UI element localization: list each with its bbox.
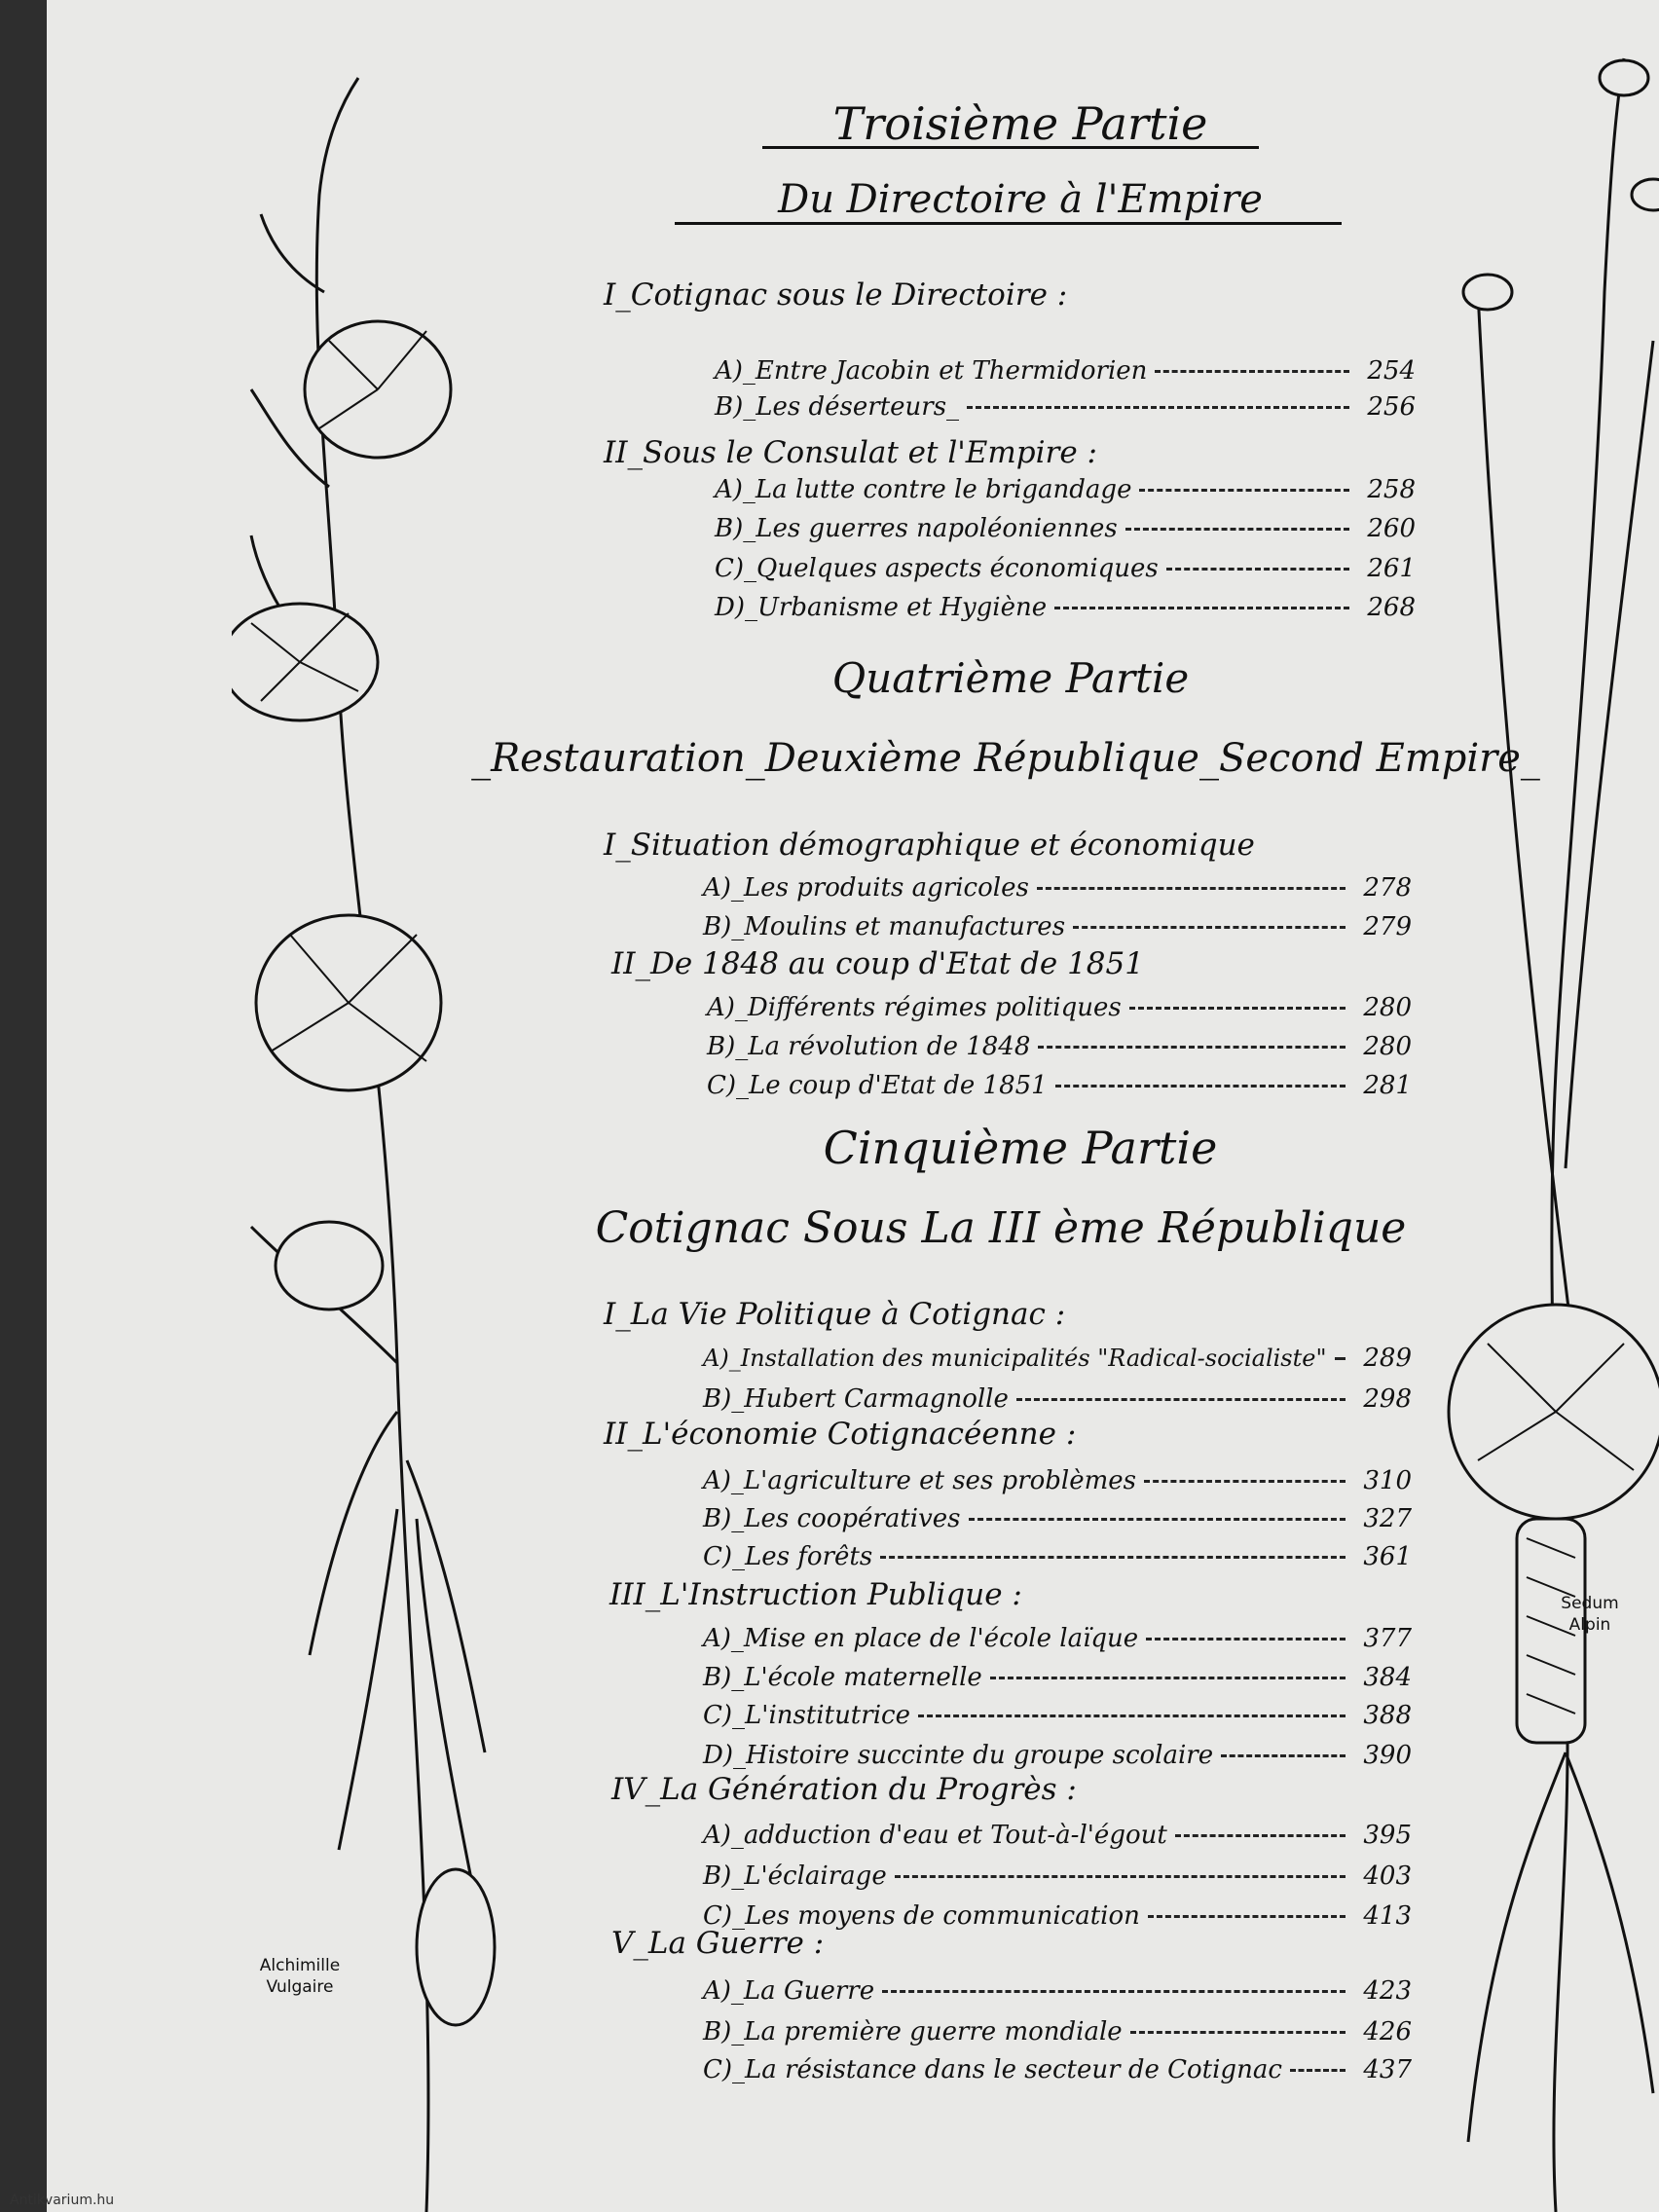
watermark: Antikvarium.hu	[10, 2193, 115, 2208]
toc-leader	[1125, 528, 1349, 531]
toc-entry	[703, 1466, 1412, 1495]
toc-entry-label: C)_Les moyens de communication	[703, 1901, 1140, 1931]
toc-page-number: 426	[1363, 2017, 1412, 2046]
toc-page-number: 437	[1363, 2055, 1412, 2084]
toc-entry-label: A)_L'agriculture et ses problèmes	[703, 1466, 1137, 1495]
toc-entry-label: B)_La révolution de 1848	[707, 1032, 1031, 1061]
toc-page-number: 280	[1363, 1032, 1412, 1061]
toc-page-number: 395	[1363, 1821, 1412, 1850]
section-heading: I_Situation démographique et économique	[604, 828, 1255, 863]
toc-entry	[703, 1701, 1412, 1730]
toc-page-number: 403	[1363, 1862, 1412, 1891]
toc-leader	[1335, 1357, 1346, 1360]
toc-entry-label: B)_Les coopératives	[703, 1504, 961, 1533]
toc-entry	[703, 1862, 1412, 1891]
toc-entry	[703, 1344, 1412, 1373]
toc-page-number: 310	[1363, 1466, 1412, 1495]
toc-entry-label: B)_Hubert Carmagnolle	[703, 1384, 1009, 1414]
section-heading: V_La Guerre :	[611, 1926, 825, 1961]
toc-leader	[1139, 489, 1349, 492]
part-5-title: Cinquième Partie	[823, 1122, 1218, 1174]
toc-leader	[967, 406, 1349, 409]
toc-entry	[703, 912, 1412, 941]
toc-leader	[1055, 1085, 1346, 1088]
toc-entry	[703, 1821, 1412, 1850]
section-heading: IV_La Génération du Progrès :	[611, 1772, 1077, 1807]
toc-entry	[703, 1624, 1412, 1653]
toc-entry	[715, 593, 1416, 622]
toc-entry-label: B)_Les guerres napoléoniennes	[715, 514, 1118, 543]
toc-entry-label: A)_Installation des municipalités "Radical-socialiste"	[703, 1345, 1327, 1372]
toc-entry-label: C)_Les forêts	[703, 1542, 873, 1571]
toc-entry	[703, 1384, 1412, 1414]
part-3-title-underline	[762, 146, 1259, 149]
toc-entry	[715, 554, 1416, 583]
part-3-subtitle: Du Directoire à l'Empire	[778, 177, 1263, 222]
toc-page-number: 361	[1363, 1542, 1412, 1571]
toc-leader	[1073, 926, 1346, 929]
toc-leader	[918, 1714, 1346, 1717]
toc-page-number: 281	[1363, 1071, 1412, 1100]
toc-entry-label: D)_Histoire succinte du groupe scolaire	[703, 1741, 1214, 1770]
toc-leader	[990, 1677, 1346, 1679]
toc-entry	[703, 1663, 1412, 1692]
toc-page-number: 279	[1363, 912, 1412, 941]
toc-leader	[880, 1556, 1346, 1559]
toc-leader	[895, 1875, 1346, 1878]
toc-entry	[707, 1032, 1412, 1061]
toc-entry-label: A)_La lutte contre le brigandage	[715, 475, 1132, 504]
toc-leader	[1038, 1046, 1346, 1049]
toc-page-number: 390	[1363, 1741, 1412, 1770]
section-heading: I_Cotignac sous le Directoire :	[604, 277, 1068, 313]
toc-leader	[1290, 2069, 1346, 2072]
toc-entry	[715, 475, 1416, 504]
section-heading: II_L'économie Cotignacéenne :	[604, 1417, 1077, 1452]
toc-page-number: 298	[1363, 1384, 1412, 1414]
toc-entry-label: B)_Moulins et manufactures	[703, 912, 1066, 941]
toc-leader	[1146, 1638, 1346, 1641]
toc-leader	[969, 1518, 1346, 1521]
toc-page-number: 388	[1363, 1701, 1412, 1730]
toc-entry	[703, 1542, 1412, 1571]
part-4-subtitle: _Restauration_Deuxième République_Second Empire_	[471, 736, 1540, 781]
toc-page-number: 413	[1363, 1901, 1412, 1931]
section-heading: III_L'Instruction Publique :	[609, 1577, 1022, 1612]
toc-leader	[1130, 2031, 1346, 2034]
section-heading: I_La Vie Politique à Cotignac :	[604, 1297, 1066, 1332]
section-heading: II_Sous le Consulat et l'Empire :	[604, 435, 1098, 470]
toc-entry-label: B)_L'école maternelle	[703, 1663, 982, 1692]
toc-leader	[1155, 370, 1349, 373]
toc-page-number: 261	[1367, 554, 1416, 583]
part-4-title: Quatrième Partie	[831, 654, 1190, 702]
toc-page-number: 377	[1363, 1624, 1412, 1653]
toc-entry-label: A)_Les produits agricoles	[703, 873, 1029, 903]
toc-entry-label: A)_Entre Jacobin et Thermidorien	[715, 356, 1148, 386]
toc-entry	[707, 993, 1412, 1022]
toc-entry	[703, 1741, 1412, 1770]
toc-entry	[703, 873, 1412, 903]
toc-leader	[1037, 887, 1346, 890]
toc-page-number: 384	[1363, 1663, 1412, 1692]
toc-entry	[707, 1071, 1412, 1100]
toc-leader	[1148, 1915, 1346, 1918]
right-caption-text: Sedum Alpin	[1561, 1594, 1619, 1635]
toc-entry-label: C)_Quelques aspects économiques	[715, 554, 1159, 583]
toc-page-number: 278	[1363, 873, 1412, 903]
toc-entry	[703, 2055, 1412, 2084]
left-caption-text: Alchimille Vulgaire	[259, 1956, 341, 1997]
toc-leader	[1129, 1007, 1346, 1010]
toc-entry-label: A)_Mise en place de l'école laïque	[703, 1624, 1139, 1653]
toc-page-number: 327	[1363, 1504, 1412, 1533]
toc-entry	[703, 1504, 1412, 1533]
toc-entry-label: A)_adduction d'eau et Tout-à-l'égout	[703, 1821, 1167, 1850]
right-plant-caption	[1546, 1593, 1634, 1636]
toc-entry-label: C)_L'institutrice	[703, 1701, 910, 1730]
toc-entry-label: B)_La première guerre mondiale	[703, 2017, 1123, 2046]
toc-entry-label: B)_L'éclairage	[703, 1862, 887, 1891]
toc-entry	[715, 514, 1416, 543]
toc-leader	[1166, 568, 1349, 571]
toc-leader	[1016, 1398, 1346, 1401]
toc-leader	[1221, 1754, 1346, 1757]
sedum-plant-illustration	[1429, 0, 1659, 2212]
toc-entry-label: C)_La résistance dans le secteur de Cotignac	[703, 2055, 1282, 2084]
toc-entry	[715, 392, 1416, 422]
toc-page-number: 289	[1363, 1344, 1412, 1373]
toc-entry	[703, 2017, 1412, 2046]
toc-entry-label: A)_La Guerre	[703, 1976, 875, 2006]
toc-entry	[703, 1976, 1412, 2006]
toc-leader	[882, 1990, 1346, 1993]
toc-entry-label: B)_Les déserteurs_	[715, 392, 960, 422]
toc-page-number: 258	[1367, 475, 1416, 504]
toc-page-number: 280	[1363, 993, 1412, 1022]
toc-entry-label: D)_Urbanisme et Hygiène	[715, 593, 1048, 622]
section-heading: II_De 1848 au coup d'Etat de 1851	[611, 946, 1144, 981]
toc-page-number: 254	[1367, 356, 1416, 386]
toc-page-number: 423	[1363, 1976, 1412, 2006]
document-page	[47, 0, 1659, 2212]
part-3-title: Troisième Partie	[832, 97, 1208, 150]
toc-leader	[1144, 1480, 1346, 1483]
alchemilla-plant-illustration	[232, 0, 641, 2212]
toc-leader	[1175, 1834, 1346, 1837]
toc-page-number: 256	[1367, 392, 1416, 422]
toc-page-number: 268	[1367, 593, 1416, 622]
toc-entry-label: A)_Différents régimes politiques	[707, 993, 1122, 1022]
part-5-subtitle: Cotignac Sous La III ème République	[595, 1203, 1407, 1253]
toc-entry	[715, 356, 1416, 386]
toc-entry-label: C)_Le coup d'Etat de 1851	[707, 1071, 1048, 1100]
toc-page-number: 260	[1367, 514, 1416, 543]
left-plant-caption	[237, 1955, 363, 1998]
part-3-subtitle-underline	[675, 222, 1342, 225]
toc-leader	[1054, 607, 1349, 609]
